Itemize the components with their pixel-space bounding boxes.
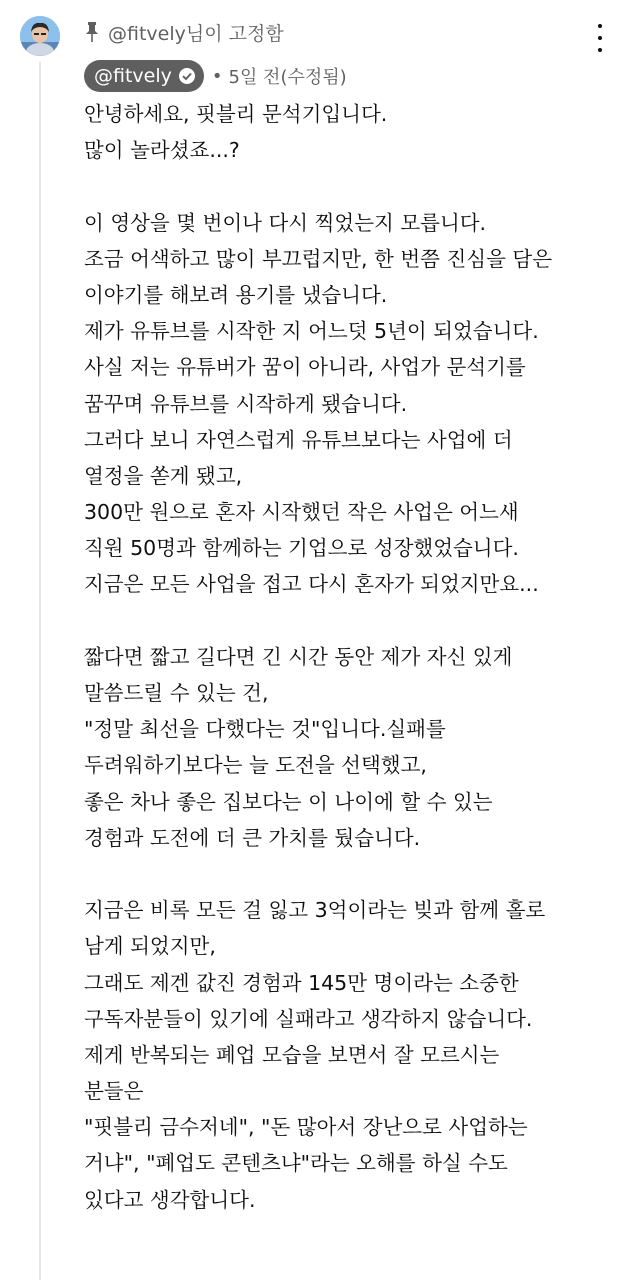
pin-icon — [84, 21, 100, 43]
comment-line — [84, 603, 624, 639]
comment-line: 사실 저는 유튜버가 꿈이 아니라, 사업가 문석기를 — [84, 355, 526, 380]
comment-line — [84, 168, 624, 204]
comment-line: 남게 되었지만, — [84, 934, 216, 959]
comment-line: 많이 놀라셨죠...? — [84, 138, 240, 163]
more-vertical-icon-dot — [598, 36, 602, 40]
comment-line: 말씀드릴 수 있는 건, — [84, 681, 269, 705]
comment-meta — [212, 63, 347, 89]
comment-header — [84, 60, 347, 92]
comment-line: 경험과 도전에 더 큰 가치를 뒀습니다. — [84, 825, 421, 850]
comment-line: 꿈꾸며 유튜브를 시작하게 됐습니다. — [84, 391, 408, 416]
comment-line: 지금은 비록 모든 걸 잃고 3억이라는 빚과 함께 홀로 — [84, 898, 546, 923]
comment-line: 300만 원으로 혼자 시작했던 작은 사업은 어느새 — [84, 500, 519, 525]
verified-check-icon — [178, 67, 196, 85]
more-options-button[interactable] — [588, 24, 612, 52]
comment-line: 직원 50명과 함께하는 기업으로 성장했었습니다. — [84, 536, 519, 561]
comment-line: 지금은 모든 사업을 접고 다시 혼자가 되었지만요... — [84, 572, 539, 597]
pinned-label: @fitvely님이 고정함 — [108, 22, 284, 45]
comment-line: 안녕하세요, 핏블리 문석기입니다. — [84, 102, 388, 126]
meta-separator: • — [211, 65, 223, 87]
comment-line: 두려워하기보다는 늘 도전을 선택했고, — [84, 753, 427, 778]
author-name: @fitvely — [94, 65, 172, 87]
pinned-indicator — [84, 18, 284, 46]
author-chip[interactable] — [84, 60, 204, 92]
comment-line: 분들은 — [84, 1079, 144, 1104]
comment-line: 짧다면 짧고 길다면 긴 시간 동안 제가 자신 있게 — [84, 644, 513, 669]
comment-line — [84, 856, 624, 892]
comment-line: 제게 반복되는 폐업 모습을 보면서 잘 모르시는 — [84, 1042, 500, 1067]
comment-line: 있다고 생각합니다. — [84, 1187, 256, 1212]
comment-line: 거냐", "폐업도 콘텐츠냐"라는 오해를 하실 수도 — [84, 1151, 508, 1176]
comment-timestamp: 5일 전(수정됨) — [228, 67, 347, 88]
comment-line: 그러다 보니 자연스럽게 유튜브보다는 사업에 더 — [84, 427, 513, 452]
comment-line: "핏블리 금수저네", "돈 많아서 장난으로 사업하는 — [84, 1115, 528, 1140]
avatar[interactable] — [20, 16, 60, 56]
more-vertical-icon-dot — [598, 48, 602, 52]
comment-line: 이 영상을 몇 번이나 다시 찍었는지 모릅니다. — [84, 210, 487, 235]
comment-line: 좋은 차나 좋은 집보다는 이 나이에 할 수 있는 — [84, 789, 493, 814]
comment-line: 열정을 쏟게 됐고, — [84, 463, 243, 488]
comment-line: 제가 유튜브를 시작한 지 어느덧 5년이 되었습니다. — [84, 319, 539, 344]
comment-line: 그래도 제겐 값진 경험과 145만 명이라는 소중한 — [84, 970, 519, 995]
avatar-image — [20, 16, 60, 56]
comment-text — [84, 96, 624, 1218]
comment-line: 조금 어색하고 많이 부끄럽지만, 한 번쯤 진심을 담은 — [84, 246, 552, 271]
comment-line: 구독자분들이 있기에 실패라고 생각하지 않습니다. — [84, 1006, 533, 1031]
comment-line: "정말 최선을 다했다는 것"입니다.실패를 — [84, 717, 446, 742]
comment-line: 이야기를 해보려 용기를 냈습니다. — [84, 282, 388, 307]
thread-line — [39, 62, 41, 1280]
more-vertical-icon — [598, 24, 602, 28]
